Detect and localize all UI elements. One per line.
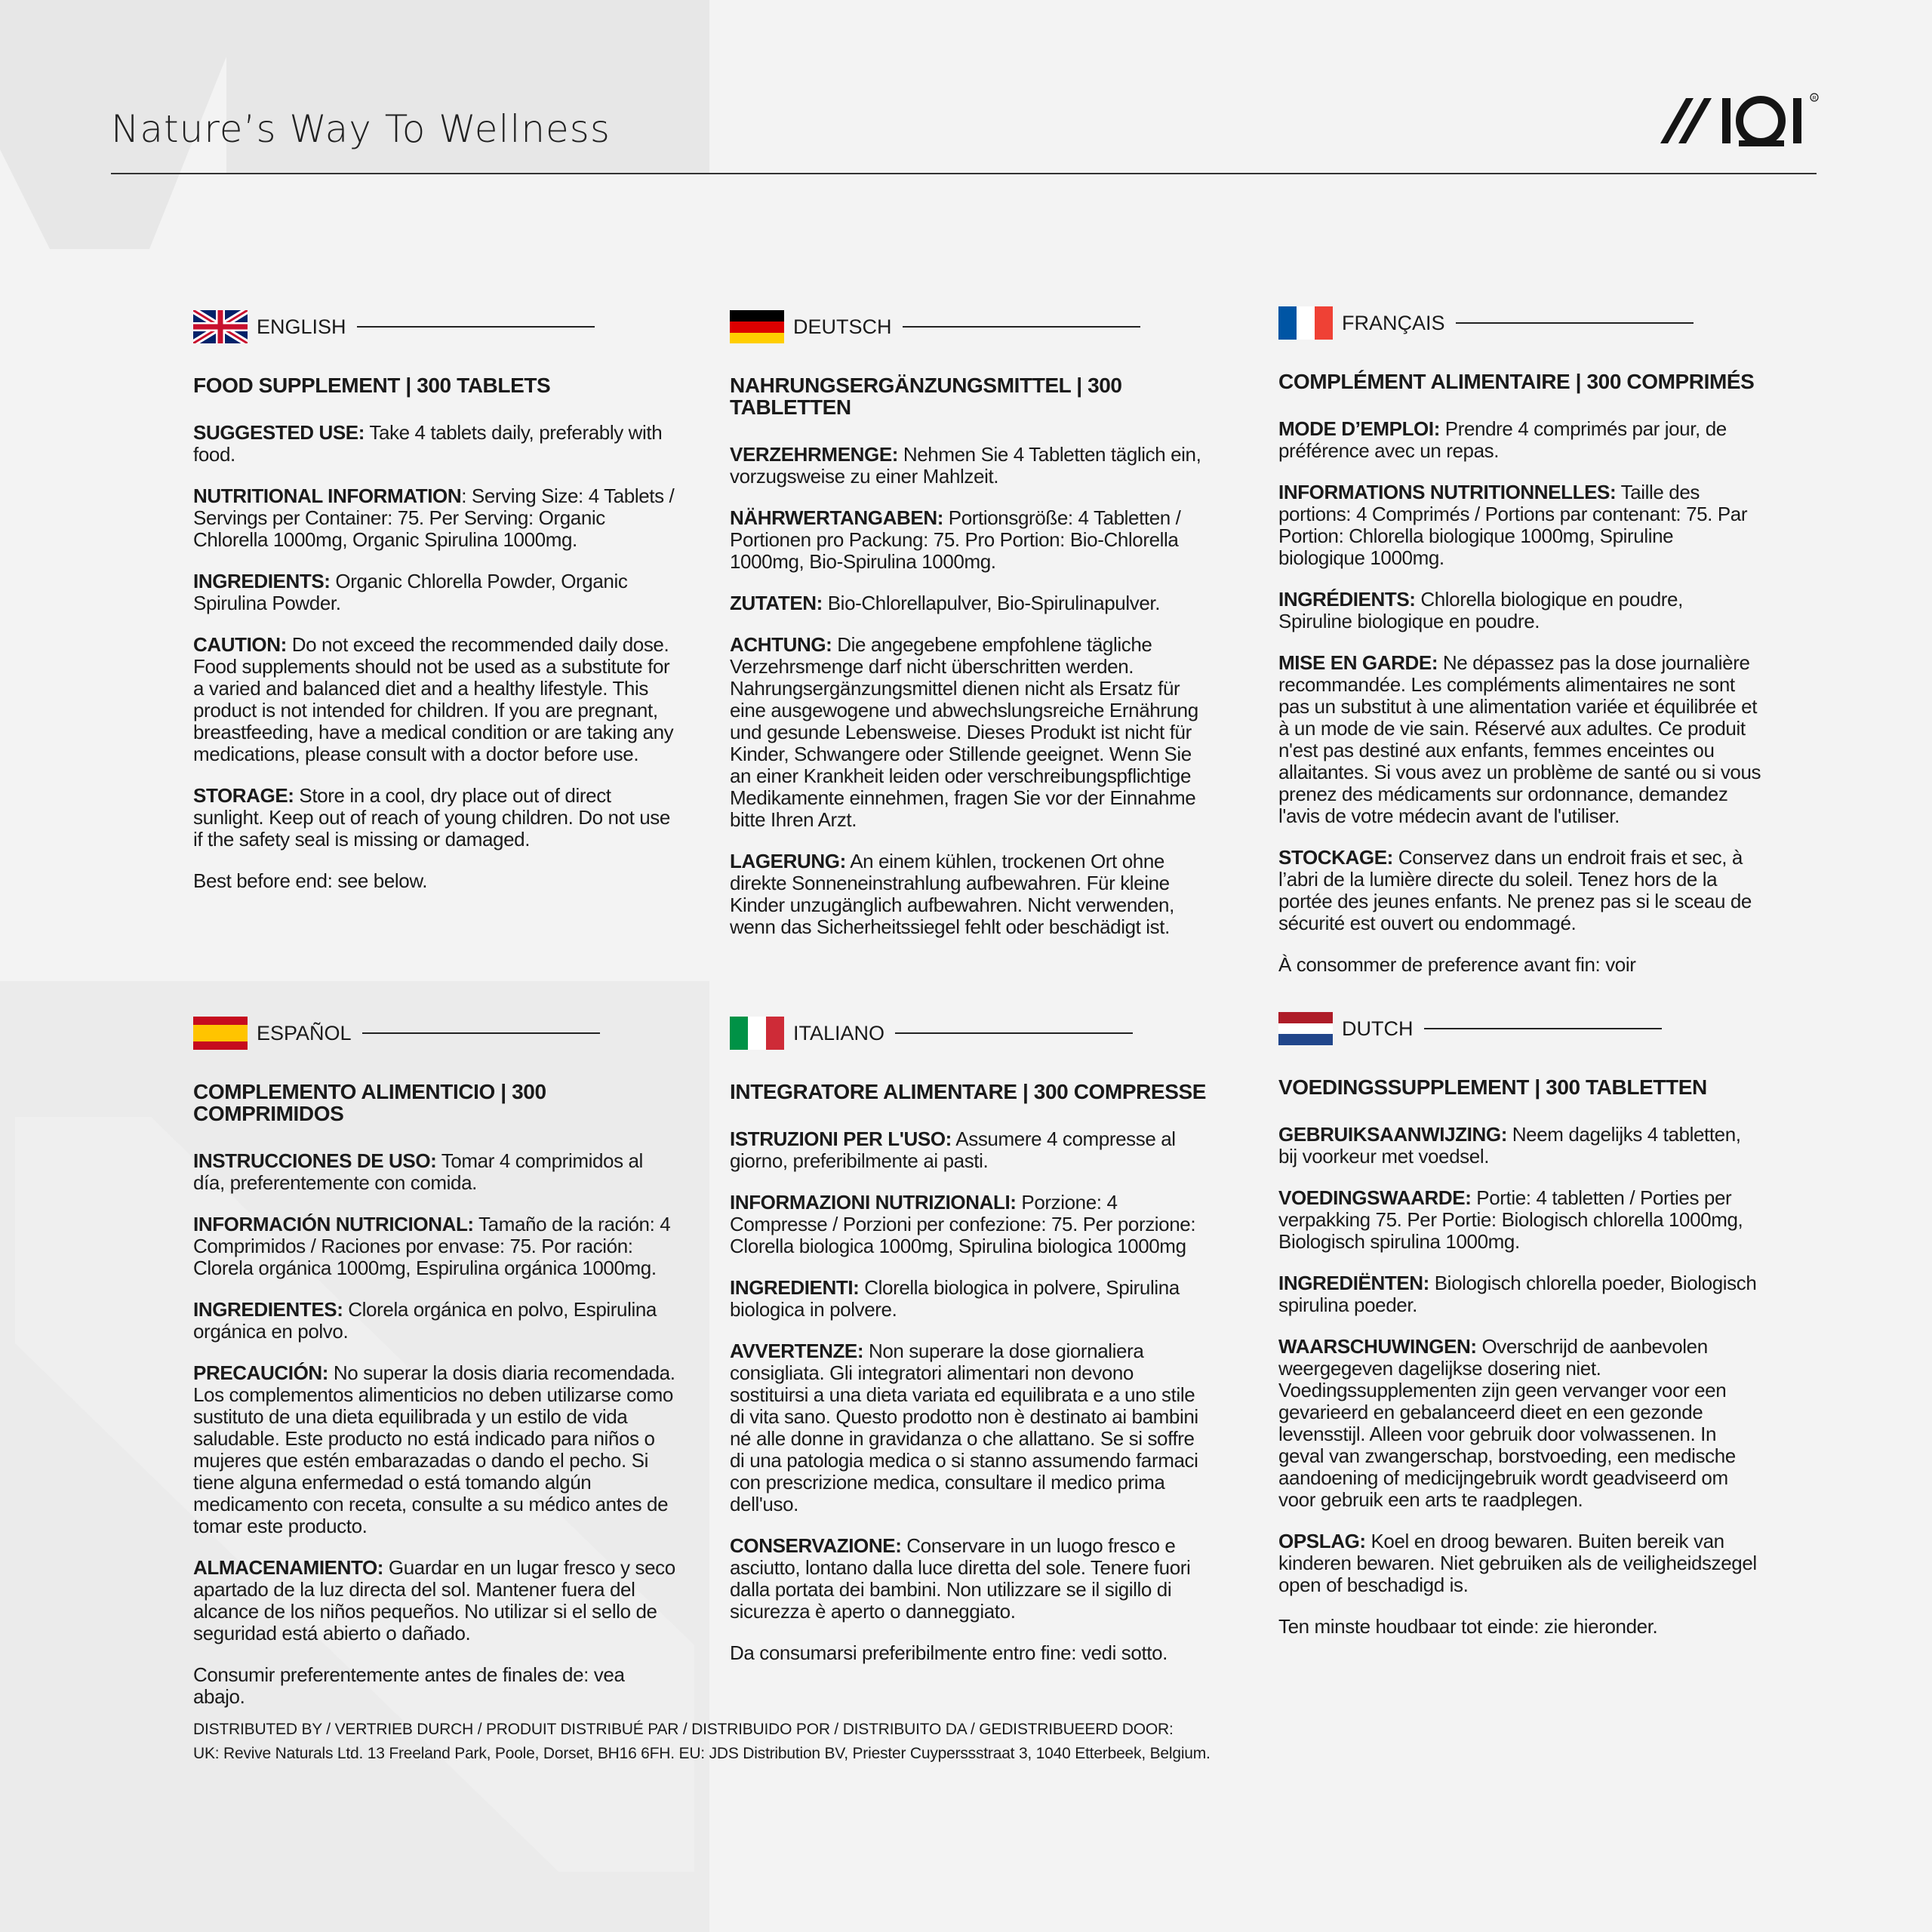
section-text: Portie: 4 tabletten / Porties per verpakking 75. Per Portie: Biologisch chlorella 1000mg, Biologisch spirulina 1000mg. [1278, 1186, 1743, 1253]
section-label: INFORMAZIONI NUTRIZIONALI: [730, 1191, 1017, 1214]
language-name: ESPAÑOL [257, 1021, 352, 1044]
section-label: CONSERVAZIONE: [730, 1534, 902, 1557]
section-text: Guardar en un lugar fresco y seco apartado de la luz directa del sol. Mantener fuera del alcance de los niños pequeños. No utilizar si el sello de seguridad está abierto o dañado. [193, 1556, 675, 1644]
language-divider [1424, 1028, 1662, 1029]
section-text: Chlorella biologique en poudre, Spiruline biologique en poudre. [1278, 588, 1683, 632]
section-label: MISE EN GARDE: [1278, 651, 1438, 674]
section-label: INGREDIËNTEN: [1278, 1272, 1429, 1294]
label-section [193, 422, 676, 466]
section-label: VOEDINGSWAARDE: [1278, 1186, 1472, 1209]
label-section [1278, 954, 1761, 976]
section-label: ALMACENAMIENTO: [193, 1556, 384, 1579]
section-text: Taille des portions: 4 Comprimés / Portions par contenant: 75. Par Portion: Chlorella biologique 1000mg, Spiruline biologique 1000mg. [1278, 481, 1748, 569]
section-text: Non superare la dose giornaliera consigliata. Gli integratori alimentari non devono sostituirsi a una dieta variata ed equilibrata e a uno stile di vita sano. Questo prodotto non è destinato ai bambini né alle donne in gravidanza o che allattano. Se si soffre di una patologia medica o si stanno assumendo farmaci con prescrizione medica, consultare il medico prima dell'uso. [730, 1340, 1198, 1515]
section-text: No superar la dosis diaria recomendada. Los complementos alimenticios no deben utilizarse como sustituto de una dieta equilibrada y un estilo de vida saludable. Este producto no está indicado para niños o mujeres que estén embarazadas o dando el pecho. Si tiene alguna enfermedad o está tomando algún medicamento con receta, consulte a su médico antes de tomar este producto. [193, 1361, 675, 1537]
section-text: Assumere 4 compresse al giorno, preferibilmente ai pasti. [730, 1128, 1176, 1172]
section-label: LAGERUNG: [730, 850, 846, 872]
section-text: An einem kühlen, trockenen Ort ohne direkte Sonneneinstrahlung aufbewahren. Für kleine Kinder unzugänglich aufbewahren. Nicht verwenden, wenn das Sicherheitssiegel fehlt oder beschädigt ist. [730, 850, 1174, 938]
language-divider [357, 326, 595, 328]
section-text: Ten minste houdbaar tot einde: zie hieronder. [1278, 1615, 1658, 1638]
label-section [730, 634, 1213, 831]
language-header [1278, 1011, 1761, 1046]
label-section [730, 444, 1213, 488]
section-label: ZUTATEN: [730, 592, 823, 614]
language-name: ENGLISH [257, 315, 346, 338]
label-section [1278, 1531, 1761, 1596]
label-section [193, 1664, 676, 1708]
label-section [193, 870, 676, 892]
label-section [1278, 418, 1761, 462]
svg-text:R: R [1812, 96, 1817, 101]
product-title: FOOD SUPPLEMENT | 300 TABLETS [193, 374, 551, 397]
label-section [1278, 1272, 1761, 1316]
language-panel-español [193, 1016, 676, 1727]
language-name: DEUTSCH [793, 315, 892, 338]
section-text: Portionsgröße: 4 Tabletten / Portionen pro Packung: 75. Pro Portion: Bio-Chlorella 1000mg, Bio-Spirulina 1000mg. [730, 506, 1181, 573]
section-label: INFORMACIÓN NUTRICIONAL: [193, 1213, 474, 1235]
section-text: Neem dagelijks 4 tabletten, bij voorkeur met voedsel. [1278, 1123, 1741, 1168]
product-title: COMPLEMENTO ALIMENTICIO | 300 COMPRIMIDOS [193, 1080, 546, 1125]
section-label: CAUTION: [193, 633, 287, 656]
label-section [1278, 481, 1761, 569]
section-text: À consommer de preference avant fin: voir [1278, 953, 1636, 976]
section-label: INGREDIENTES: [193, 1298, 343, 1321]
language-panel-english [193, 309, 676, 912]
section-text: Clorella biologica in polvere, Spirulina biologica in polvere. [730, 1276, 1180, 1321]
language-header [193, 309, 676, 344]
language-divider [1456, 322, 1694, 324]
section-label: WAARSCHUWINGEN: [1278, 1335, 1477, 1358]
language-header [193, 1016, 676, 1051]
section-label: SUGGESTED USE: [193, 421, 365, 444]
section-text: Ne dépassez pas la dose journalière recommandée. Les compléments alimentaires ne sont pas un substitut à une alimentation variée et équilibrée et à un mode de vie sain. Réservé aux adultes. Ce produit n'est pas destiné aux enfants, femmes enceintes ou allaitantes. Si vous avez un problème de santé ou si vous prenez des médicaments sur ordonnance, demandez l'avis de votre médecin avant de l'utiliser. [1278, 651, 1761, 827]
section-label: INFORMATIONS NUTRITIONNELLES: [1278, 481, 1617, 503]
section-text: Nehmen Sie 4 Tabletten täglich ein, vorzugsweise zu einer Mahlzeit. [730, 443, 1201, 488]
language-name: FRANÇAIS [1342, 311, 1445, 334]
section-label: STORAGE: [193, 784, 294, 807]
section-label: OPSLAG: [1278, 1530, 1366, 1552]
section-label: ACHTUNG: [730, 633, 832, 656]
language-divider [903, 326, 1140, 328]
label-section [193, 1299, 676, 1343]
section-text: Store in a cool, dry place out of direct sunlight. Keep out of reach of young children. Do not use if the safety seal is missing or damaged. [193, 784, 670, 851]
section-label: NUTRITIONAL INFORMATION [193, 485, 462, 507]
spain-flag-icon [193, 1017, 248, 1050]
section-text: Porzione: 4 Compresse / Porzioni per confezione: 75. Per porzione: Clorella biologica 1000mg, Spirulina biologica 1000mg [730, 1191, 1196, 1257]
label-section [1278, 1336, 1761, 1511]
label-section [1278, 589, 1761, 632]
language-header [730, 1016, 1213, 1051]
section-text: Overschrijd de aanbevolen weergegeven dagelijkse dosering niet. Voedingssupplementen zijn geen vervanger voor een gevarieerd en gebalanceerd dieet en een gezonde levensstijl. Alleen voor gebruik door volwassenen. In geval van zwangerschap, borstvoeding, een medische aandoening of medicijngebruik wordt geadviseerd om voor gebruik een arts te raadplegen. [1278, 1335, 1736, 1511]
language-panel-français [1278, 306, 1761, 995]
label-section [193, 785, 676, 851]
brand-logo [1660, 91, 1819, 151]
section-label: NÄHRWERTANGABEN: [730, 506, 943, 529]
france-flag-icon [1278, 306, 1333, 340]
distribution-info [193, 1718, 1778, 1766]
netherlands-flag-icon [1278, 1012, 1333, 1045]
label-section [193, 634, 676, 765]
section-label: INGREDIENTI: [730, 1276, 860, 1299]
header-divider [111, 173, 1817, 174]
language-divider [895, 1032, 1133, 1034]
product-title: NAHRUNGSERGÄNZUNGSMITTEL | 300 TABLETTEN [730, 374, 1122, 419]
section-label: PRECAUCIÓN: [193, 1361, 329, 1384]
section-text: Best before end: see below. [193, 869, 428, 892]
section-text: Prendre 4 comprimés par jour, de préférence avec un repas. [1278, 417, 1727, 462]
language-header [1278, 306, 1761, 340]
section-label: GEBRUIKSAANWIJZING: [1278, 1123, 1507, 1146]
germany-flag-icon [730, 310, 784, 343]
label-section [730, 1192, 1213, 1257]
label-section [1278, 1616, 1761, 1638]
section-text: Conservare in un luogo fresco e asciutto, lontano dalla luce diretta del sole. Tenere fuori dalla portata dei bambini. Non utilizzare se il sigillo di sicurezza è aperto o danneggiato. [730, 1534, 1191, 1623]
language-panel-dutch [1278, 1011, 1761, 1657]
section-label: MODE D’EMPLOI: [1278, 417, 1440, 440]
section-text: Bio-Chlorellapulver, Bio-Spirulinapulver. [822, 592, 1161, 614]
label-section [193, 1214, 676, 1279]
tagline: Nature’s Way To Wellness [111, 107, 611, 151]
section-label: ISTRUZIONI PER L'USO: [730, 1128, 952, 1150]
distribution-heading: DISTRIBUTED BY / VERTRIEB DURCH / PRODUIT DISTRIBUÉ PAR / DISTRIBUIDO POR / DISTRIBUITO DA / GEDISTRIBUEERD DOOR: [193, 1721, 1174, 1738]
section-text: Da consumarsi preferibilmente entro fine: vedi sotto. [730, 1641, 1168, 1664]
label-section [1278, 1124, 1761, 1168]
product-title: INTEGRATORE ALIMENTARE | 300 COMPRESSE [730, 1080, 1207, 1103]
product-title: VOEDINGSSUPPLEMENT | 300 TABLETTEN [1278, 1075, 1707, 1099]
section-text: Conservez dans un endroit frais et sec, à l’abri de la lumière directe du soleil. Tenez hors de la portée des jeunes enfants. Ne prenez pas si le sceau de sécurité est ouvert ou endommagé. [1278, 846, 1752, 934]
section-text: Tamaño de la ración: 4 Comprimidos / Raciones por envase: 75. Por ración: Clorela orgánica 1000mg, Espirulina orgánica 1000mg. [193, 1213, 671, 1279]
section-text: Organic Chlorella Powder, Organic Spirulina Powder. [193, 570, 628, 614]
label-section [193, 1150, 676, 1194]
label-section [193, 1557, 676, 1644]
uk-flag-icon [193, 310, 248, 343]
label-section [193, 1362, 676, 1537]
label-section [730, 1128, 1213, 1172]
language-panel-italiano [730, 1016, 1213, 1684]
label-section [730, 1535, 1213, 1623]
language-panel-deutsch [730, 309, 1213, 958]
label-section [1278, 847, 1761, 934]
label-section [193, 571, 676, 614]
section-label: INGRÉDIENTS: [1278, 588, 1416, 611]
section-text: Do not exceed the recommended daily dose. Food supplements should not be used as a substitute for a varied and balanced diet and a healthy lifestyle. This product is not intended for children. If you are pregnant, breastfeeding, have a medical condition or are taking any medications, please consult with a doctor before use. [193, 633, 674, 765]
distribution-addresses: UK: Revive Naturals Ltd. 13 Freeland Park, Poole, Dorset, BH16 6FH. EU: JDS Distribution BV, Priester Cuyperssstraat 3, 1040 Etterbeek, Belgium. [193, 1745, 1211, 1762]
label-section [1278, 652, 1761, 827]
section-text: : Serving Size: 4 Tablets / Servings per Container: 75. Per Serving: Organic Chlorella 1000mg, Organic Spirulina 1000mg. [193, 485, 675, 551]
language-divider [362, 1032, 600, 1034]
italy-flag-icon [730, 1017, 784, 1050]
label-section [730, 1642, 1213, 1664]
language-header [730, 309, 1213, 344]
section-text: Clorela orgánica en polvo, Espirulina orgánica en polvo. [193, 1298, 657, 1343]
label-section [730, 592, 1213, 614]
section-text: Consumir preferentemente antes de finales de: vea abajo. [193, 1663, 625, 1708]
label-section [730, 851, 1213, 938]
section-text: Tomar 4 comprimidos al día, preferentemente con comida. [193, 1149, 643, 1194]
section-text: Take 4 tablets daily, preferably with food. [193, 421, 663, 466]
section-label: STOCKAGE: [1278, 846, 1393, 869]
label-section [193, 485, 676, 551]
section-label: AVVERTENZE: [730, 1340, 864, 1362]
section-label: VERZEHRMENGE: [730, 443, 899, 466]
language-name: ITALIANO [793, 1021, 885, 1044]
label-section [730, 1340, 1213, 1515]
section-label: INSTRUCCIONES DE USO: [193, 1149, 437, 1172]
section-text: Biologisch chlorella poeder, Biologisch spirulina poeder. [1278, 1272, 1757, 1316]
section-label: INGREDIENTS: [193, 570, 331, 592]
language-name: DUTCH [1342, 1017, 1414, 1040]
section-text: Koel en droog bewaren. Buiten bereik van kinderen bewaren. Niet gebruiken als de veiligheidszegel open of beschadigd is. [1278, 1530, 1757, 1596]
label-section [730, 507, 1213, 573]
label-section [1278, 1187, 1761, 1253]
label-section [730, 1277, 1213, 1321]
product-title: COMPLÉMENT ALIMENTAIRE | 300 COMPRIMÉS [1278, 370, 1755, 393]
section-text: Die angegebene empfohlene tägliche Verzehrsmenge darf nicht überschritten werden. Nahrungsergänzungsmittel dienen nicht als Ersatz für eine ausgewogene und abwechslungsreiche Ernährung und gesunde Lebensweise. Dieses Produkt ist nicht für Kinder, Schwangere oder Stillende geeignet. Wenn Sie an einer Krankheit leiden oder verschreibungspflichtige Medikamente einnehmen, fragen Sie vor der Einnahme bitte Ihren Arzt. [730, 633, 1198, 831]
